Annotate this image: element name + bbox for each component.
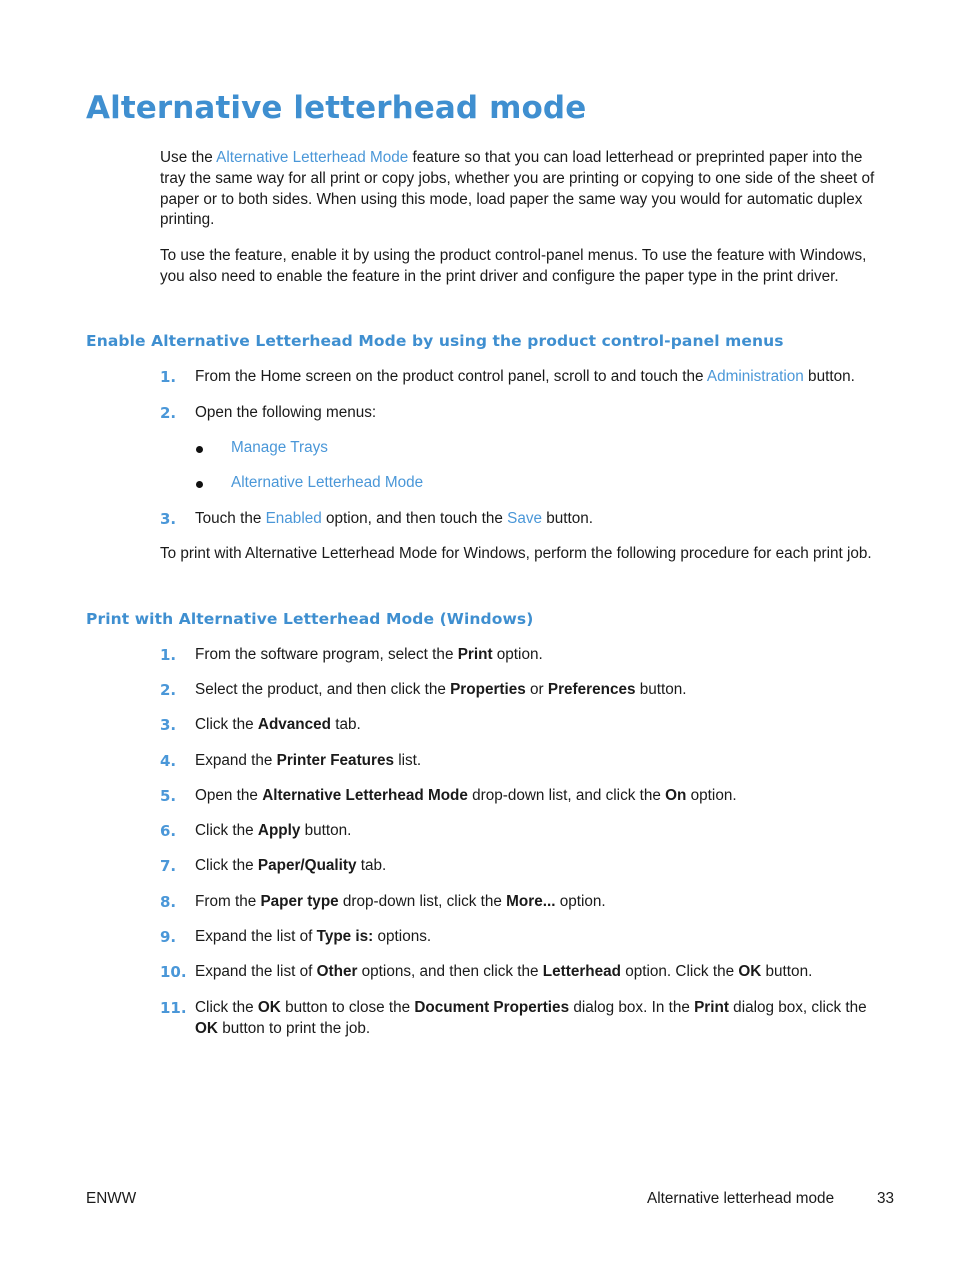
save-button-name: Save	[507, 510, 543, 527]
administration-menu-name: Administration	[706, 368, 804, 385]
footer-section-title: Alternative letterhead mode	[647, 1190, 835, 1207]
step-number: 3.	[160, 716, 177, 734]
step-number: 9.	[160, 928, 177, 946]
step-text: Expand the list of Type is: options.	[195, 928, 432, 945]
alternative-letterhead-menu-name: Alternative Letterhead Mode	[231, 474, 424, 491]
step-number: 1.	[160, 646, 177, 664]
intro-paragraph-1	[160, 148, 880, 231]
step-number: 4.	[160, 752, 177, 770]
step-number: 2.	[160, 404, 177, 422]
step-text: Click the Apply button.	[195, 822, 352, 839]
step-text: Click the Paper/Quality tab.	[195, 857, 387, 874]
step-text: Expand the Printer Features list.	[195, 752, 422, 769]
intro-paragraph-2: To use the feature, enable it by using the product control-panel menus. To use the feature with Windows, you also need to enable the feature in the print driver and configure the paper type in the print driver.	[160, 247, 867, 285]
step-number: 5.	[160, 787, 177, 805]
manage-trays-menu-name: Manage Trays	[231, 439, 328, 456]
enabled-option-name: Enabled	[265, 510, 322, 527]
step-number: 10.	[160, 963, 187, 981]
feature-name-link: Alternative Letterhead Mode	[216, 149, 409, 166]
step-text: Select the product, and then click the Properties or Preferences button.	[195, 681, 687, 698]
step-text: Expand the list of Other options, and then click the Letterhead option. Click the OK button.	[195, 963, 813, 980]
page-number: 33	[877, 1190, 895, 1207]
footer-left-label: ENWW	[86, 1190, 137, 1207]
bullet-dot-icon	[196, 481, 203, 488]
step-number: 2.	[160, 681, 177, 699]
windows-procedure-intro: To print with Alternative Letterhead Mode for Windows, perform the following procedure for each print job.	[160, 545, 872, 562]
step-number: 8.	[160, 893, 177, 911]
step-number: 11.	[160, 999, 187, 1017]
bullet-dot-icon	[196, 446, 203, 453]
step-text: Click the Advanced tab.	[195, 716, 361, 733]
step-number: 3.	[160, 510, 177, 528]
section-heading-enable: Enable Alternative Letterhead Mode by using the product control-panel menus	[86, 332, 784, 350]
page-title: Alternative letterhead mode	[86, 90, 587, 126]
intro-text: Use the	[160, 149, 217, 166]
step-text: Open the Alternative Letterhead Mode drop-down list, and click the On option.	[195, 787, 737, 804]
step-number: 7.	[160, 857, 177, 875]
step-text: Touch the Enabled option, and then touch the Save button.	[195, 510, 594, 527]
step-text: From the Home screen on the product control panel, scroll to and touch the Administration button.	[195, 368, 855, 385]
step-number: 1.	[160, 368, 177, 386]
step-text: From the software program, select the Print option.	[195, 646, 543, 663]
section-heading-print-windows: Print with Alternative Letterhead Mode (Windows)	[86, 610, 534, 628]
step-text: Click the OK button to close the Document Properties dialog box. In the Print dialog box, click the OK button to print the job.	[195, 999, 867, 1037]
step-number: 6.	[160, 822, 177, 840]
step-text: Open the following menus:	[195, 404, 377, 421]
step-text: From the Paper type drop-down list, click the More... option.	[195, 893, 606, 910]
intro-text: feature so that you can load letterhead or preprinted paper into the tray the same way for all print or copy jobs, whether you are printing or copying to one side of the sheet of paper or to both sides. When using this mode, load paper the same way you would for automatic duplex printing.	[160, 149, 875, 229]
